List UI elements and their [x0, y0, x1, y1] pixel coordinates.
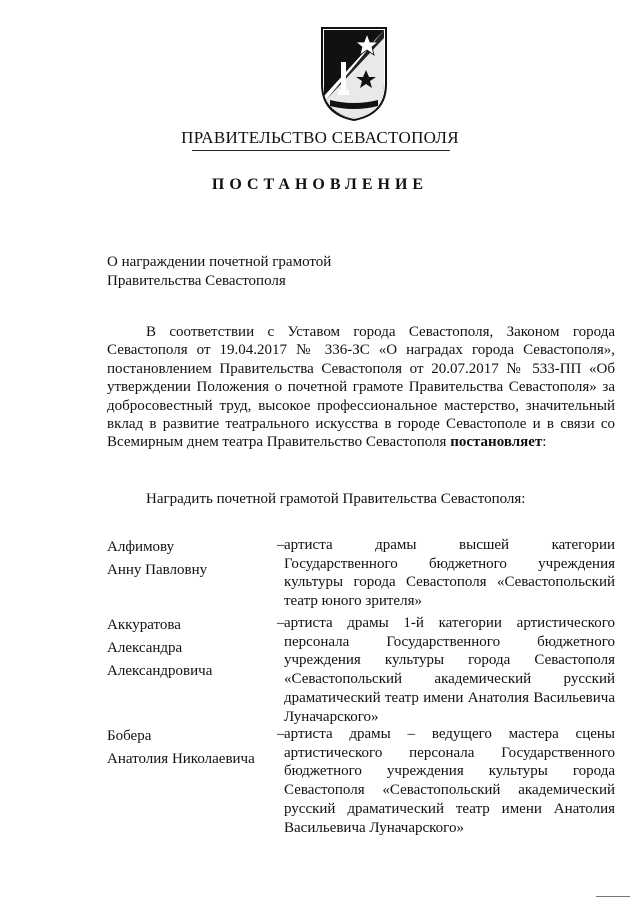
dash: –	[277, 537, 285, 553]
subject-line-1: О награждении почетной грамотой	[107, 254, 332, 270]
awardee-name	[107, 614, 212, 683]
awardee-description-text: артиста драмы – ведущего мастера сцены артистического персонала Государственного бюджетного учреждения культуры города Севастополя «Севастопольский академический русский драматический театр имени Анатолия Васильевича Луначарского»	[284, 726, 615, 836]
preamble-emphasis: постановляет	[450, 434, 543, 451]
awardee-name-line: Аккуратова	[107, 617, 181, 633]
preamble-paragraph	[107, 323, 615, 452]
awardee-name-line: Александра	[107, 640, 183, 656]
awardee-description-text: артиста драмы 1-й категории артистического персонала Государственного бюджетного учреждения культуры города Севастополя «Севастопольский академический русский драматический театр имени Анатолия Васильевича Луначарского»	[284, 615, 615, 725]
header-underline	[192, 150, 450, 151]
preamble-text: В соответствии с Уставом города Севастополя, Законом города Севастополя от 19.04.2017 № 336-ЗС «О наградах города Севастополя», постановлением Правительства Севастополя от 20.07.2017 № 533-ПП «Об утверждении Положения о почетной грамоте Правительства Севастополя» за добросовестный труд, высокое профессиональное мастерство, значительный вклад в развитие театрального искусства в городе Севастополе и в связи со Всемирным днем театра Правительство Севастополя	[107, 324, 615, 451]
awardee-name-line: Алфимову	[107, 539, 175, 555]
awardee-description	[277, 614, 615, 726]
document-type-title: ПОСТАНОВЛЕНИЕ	[211, 176, 429, 193]
page-footer-line	[596, 896, 630, 897]
sevastopol-coat-of-arms-icon	[320, 26, 388, 122]
document-subject	[107, 253, 331, 291]
dash: –	[277, 615, 285, 631]
organization-title: ПРАВИТЕЛЬСТВО СЕВАСТОПОЛЯ	[181, 128, 459, 147]
awardee-name-line: Анатолия Николаевича	[107, 751, 255, 767]
subject-line-2: Правительства Севастополя	[107, 273, 286, 289]
awardee-description	[277, 725, 615, 837]
awardee-description	[277, 536, 615, 611]
awardee-description-text: артиста драмы высшей категории Государственного бюджетного учреждения культуры города Севастополя «Севастопольский театр юного зрителя»	[284, 537, 615, 610]
preamble-end: :	[542, 434, 547, 451]
award-intro: Наградить почетной грамотой Правительства Севастополя:	[146, 491, 526, 507]
awardee-name	[107, 536, 207, 582]
awardee-name-line: Бобера	[107, 728, 152, 744]
dash: –	[277, 726, 285, 742]
awardee-name-line: Анну Павловну	[107, 562, 208, 578]
awardee-name	[107, 725, 255, 771]
awardee-name-line: Александровича	[107, 663, 213, 679]
